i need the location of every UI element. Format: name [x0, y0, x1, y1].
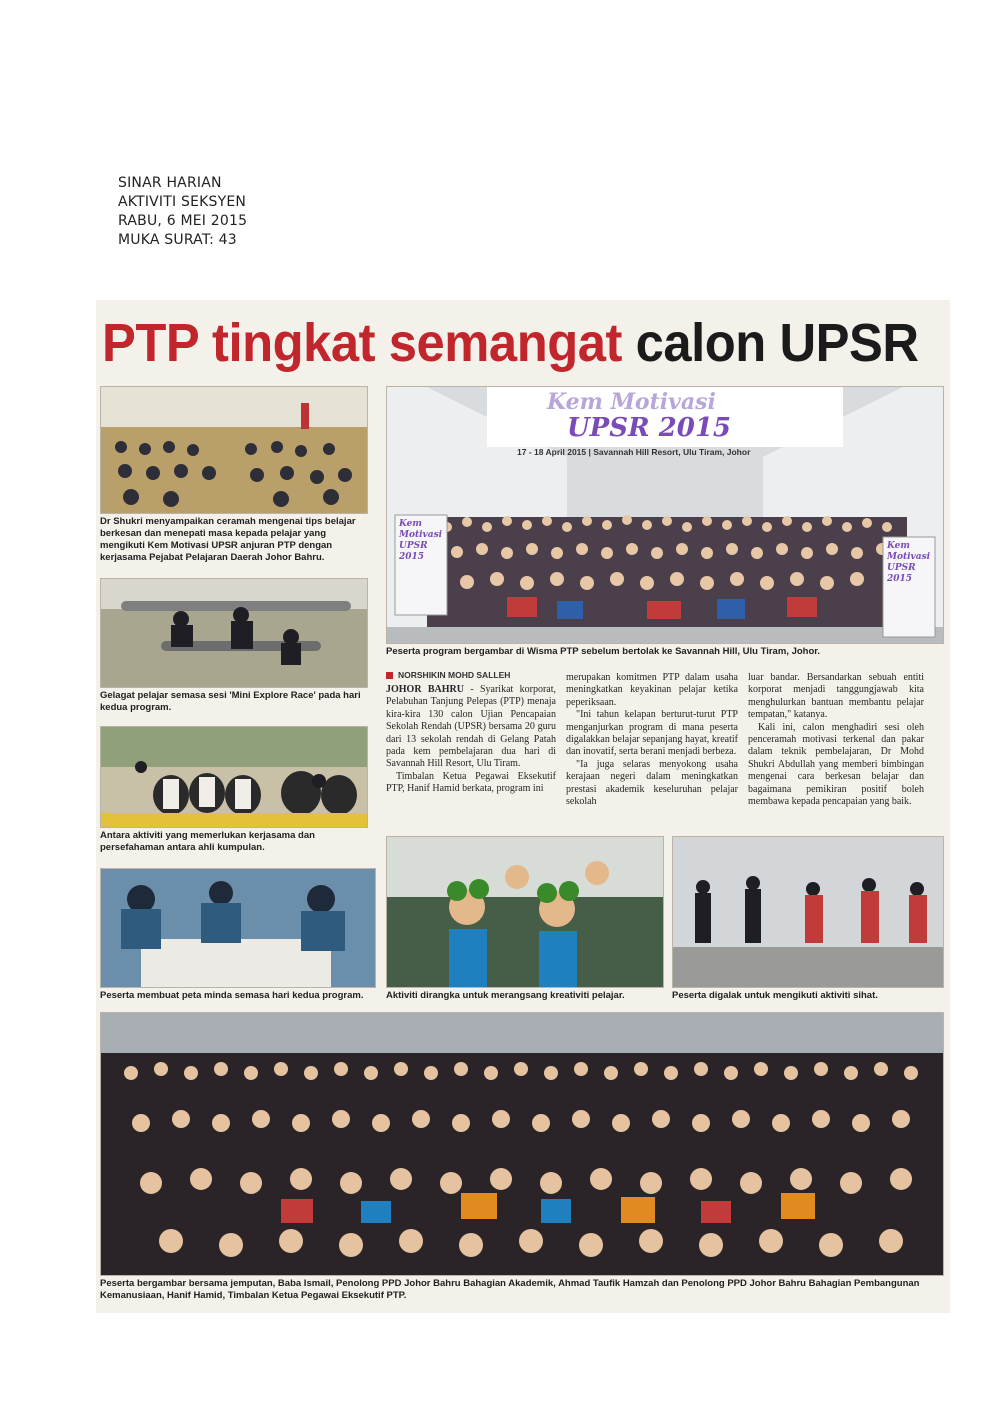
standee-left-line3: UPSR: [399, 541, 428, 551]
headline-part-red: PTP tingkat semangat: [102, 313, 622, 373]
col2-para1: merupakan komitmen PTP dalam usaha meningkatkan keyakinan pelajar ketika peperiksaan.: [566, 672, 738, 708]
healthy-activity-photo: [672, 836, 944, 988]
byline-marker: [386, 672, 393, 679]
standee-right-line4: 2015: [887, 574, 913, 584]
standee-right-line3: UPSR: [887, 563, 916, 573]
main-group-photo: [386, 386, 944, 644]
creativity-photo: [386, 836, 664, 988]
standee-right: [887, 541, 930, 585]
tyre-activity-illustration: [101, 727, 367, 827]
explore-race-photo: [100, 578, 368, 688]
standee-right-line2: Motivasi: [887, 552, 931, 562]
col2-para3: "Ia juga selaras menyokong usaha kerajaan negeri dalam meningkatkan prestasi akademik keseluruhan pelajar sekolah: [566, 758, 738, 808]
creativity-illustration: [387, 837, 663, 987]
byline-name: NORSHIKIN MOHD SALLEH: [398, 670, 511, 680]
banner-line3: 17 - 18 April 2015 | Savannah Hill Resort, Ulu Tiram, Johor: [517, 447, 751, 457]
col1-para1: - Syarikat korporat, Pelabuhan Tanjung Pelepas (PTP) menaja kira-kira 130 calon Ujian Pencapaian Sekolah Rendah (UPSR) bersama 20 guru dari 13 sekolah rendah di Gelang Patah pada kem pembelajaran dua hari di Savannah Hill Resort, Ulu Tiram.: [386, 684, 556, 770]
caption-group-main: Peserta program bergambar di Wisma PTP sebelum bertolak ke Savannah Hill, Ulu Tiram, Johor.: [386, 646, 821, 657]
article-column-1: [386, 684, 556, 796]
section-name: AKTIVITI SEKSYEN: [118, 194, 247, 210]
publication-name: SINAR HARIAN: [118, 175, 222, 191]
caption-healthy: Peserta digalak untuk mengikuti aktiviti sihat.: [672, 990, 878, 1001]
article-headline: [102, 308, 919, 380]
publication-meta: [118, 174, 247, 250]
healthy-activity-illustration: [673, 837, 943, 987]
standee-left: [399, 519, 442, 563]
mind-map-illustration: [101, 869, 375, 987]
lecture-hall-illustration: [101, 387, 367, 513]
caption-tyres: Antara aktiviti yang memerlukan kerjasama dan persefahaman antara ahli kumpulan.: [100, 830, 315, 853]
dateline: JOHOR BAHRU: [386, 684, 464, 695]
group-crowd: [427, 515, 907, 627]
standee-left-line2: Motivasi: [399, 530, 443, 540]
explore-race-illustration: [101, 579, 367, 687]
caption-lecture: Dr Shukri menyampaikan ceramah mengenai tips belajar berkesan dan menepati masa kepada pelajar yang mengikuti Kem Motivasi UPSR anjuran PTP dengan kerjasama Pejabat Pelajaran Daerah Johor Bahru.: [100, 516, 356, 563]
tyre-activity-photo: [100, 726, 368, 828]
article-column-2: [566, 672, 738, 808]
caption-mindmap: Peserta membuat peta minda semasa hari kedua program.: [100, 990, 364, 1001]
col3-para1: luar bandar. Bersandarkan sebuah entiti korporat menjadi tanggungjawab kita menghulurkan bantuan membantu pelajar tempatan," katanya.: [748, 672, 924, 721]
standee-left-line4: 2015: [399, 552, 425, 562]
page-number: MUKA SURAT: 43: [118, 232, 237, 248]
standee-left-line1: Kem: [399, 519, 422, 529]
article-column-3: [748, 672, 924, 808]
banner-line1: Kem Motivasi: [547, 389, 716, 415]
headline-part-dark: calon UPSR: [635, 313, 919, 373]
col3-para2: Kali ini, calon menghadiri sesi oleh penceramah motivasi terkenal dan pakar dalam teknik pembelajaran, Dr Mohd Shukri Abdullah yang memberi bimbingan mengenai cara berkesan belajar dan bagaimana pemikiran positif boleh membawa kepada pencapaian yang baik.: [748, 721, 924, 808]
caption-explore: Gelagat pelajar semasa sesi 'Mini Explore Race' pada hari kedua program.: [100, 690, 361, 713]
newspaper-clipping: [96, 300, 950, 1313]
standee-right-line1: Kem: [887, 541, 910, 551]
col1-para2: Timbalan Ketua Pegawai Eksekutif PTP, Hanif Hamid berkata, program ini: [386, 770, 556, 795]
publication-date: RABU, 6 MEI 2015: [118, 213, 248, 229]
bottom-group-illustration: [101, 1013, 943, 1275]
caption-creativity: Aktiviti dirangka untuk merangsang kreativiti pelajar.: [386, 990, 625, 1001]
bottom-group-photo: [100, 1012, 944, 1276]
byline: [386, 670, 510, 680]
lecture-hall-photo: [100, 386, 368, 514]
caption-bottom: Peserta bergambar bersama jemputan, Baba Ismail, Penolong PPD Johor Bahru Bahagian Akademik, Ahmad Taufik Hamzah dan Penolong PPD Johor Bahru Bahagian Pembangunan Kemanusiaan, Hanif Hamid, Timbalan Ketua Pegawai Eksekutif PTP.: [100, 1278, 920, 1301]
banner-line2: UPSR 2015: [567, 413, 732, 443]
col2-para2: "Ini tahun kelapan berturut-turut PTP menganjurkan program di mana peserta digalakkan belajar sepanjang hayat, kreatif dan inovatif, serta berani menjadi berbeza.: [566, 709, 738, 758]
mind-map-photo: [100, 868, 376, 988]
